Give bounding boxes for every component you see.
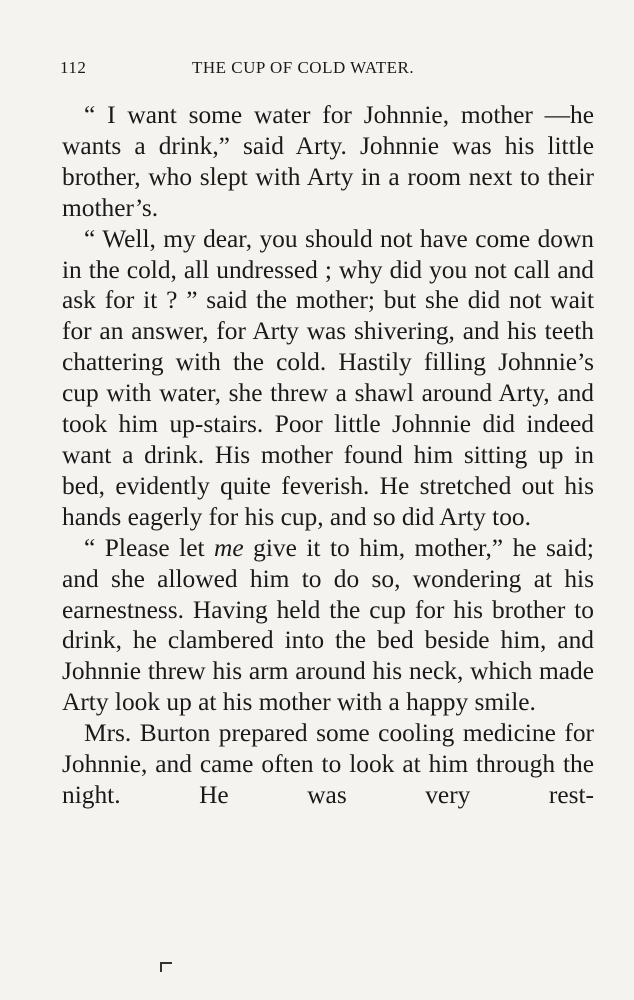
paragraph-1: “ I want some water for Johnnie, mother —he wants a drink,” said Arty. Johnnie was his little brother, who slept with Arty in a room next to their mother’s.	[62, 101, 594, 222]
body-text	[62, 100, 594, 811]
running-head: THE CUP OF COLD WATER.	[192, 58, 415, 77]
paragraph-3-emphasis: me	[214, 533, 244, 562]
paragraph-3	[62, 533, 594, 718]
paragraph-4: Mrs. Burton prepared some cooling medicine for Johnnie, and came often to look at him through the night. He was very rest-	[62, 719, 594, 809]
paragraph-3-before: “ Please let	[84, 533, 215, 562]
page-header	[60, 58, 598, 86]
printer-mark	[160, 962, 172, 972]
paragraph-2: “ Well, my dear, you should not have come down in the cold, all undressed ; why did you not call and ask for it ? ” said the mother; but she did not wait for an answer, for Arty was shivering, and his teeth chattering with the cold. Hastily filling Johnnie’s cup with water, she threw a shawl around Arty, and took him up-stairs. Poor little Johnnie did indeed want a drink. His mother found him sitting up in bed, evidently quite feverish. He stretched out his hands eagerly for his cup, and so did Arty too.	[62, 224, 594, 531]
page-number: 112	[60, 58, 87, 77]
paragraph-3-after: give it to him, mother,” he said; and she allowed him to do so, wondering at his earnestness. Having held the cup for his brother to drink, he clambered into the bed beside him, and Johnnie threw his arm around his neck, which made Arty look up at his mother with a happy smile.	[62, 533, 594, 717]
